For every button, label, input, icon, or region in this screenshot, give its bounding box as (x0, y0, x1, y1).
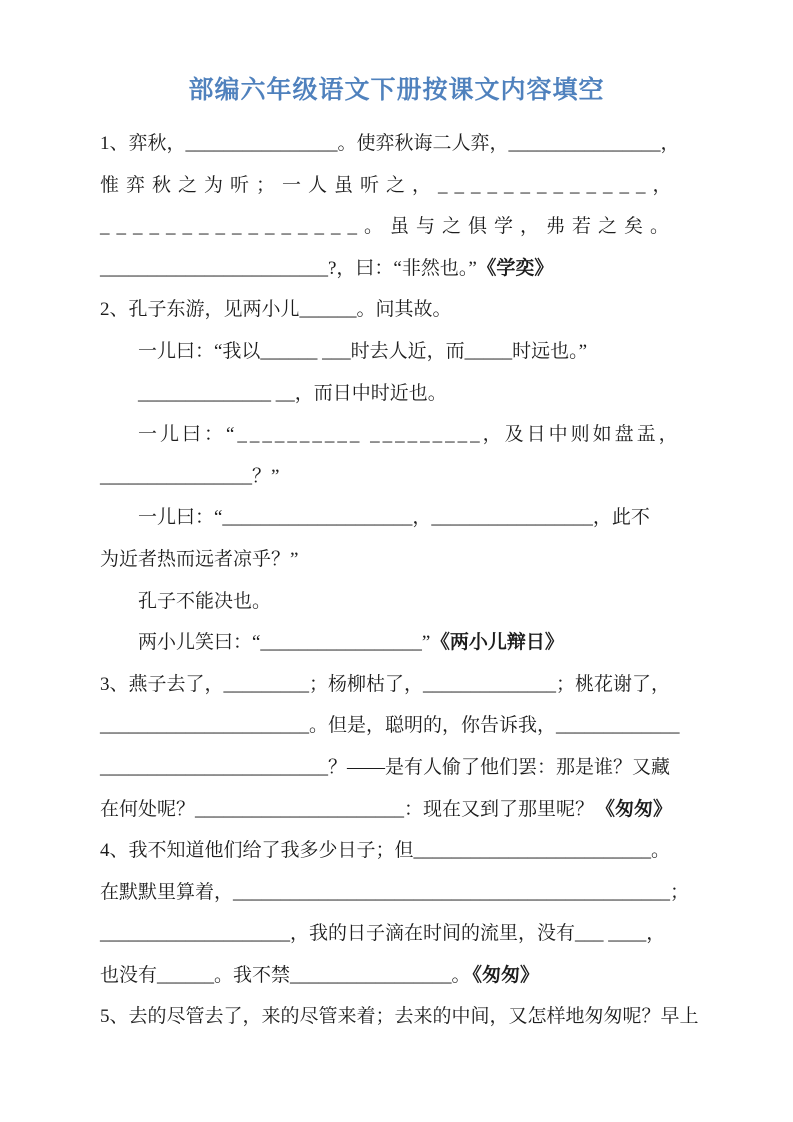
line-text: 孔子不能决也。 (138, 590, 272, 612)
line-text: 一儿曰：“我以______ ___时去人近，而_____时远也。” (138, 340, 588, 362)
text-line (100, 248, 693, 290)
text-line (100, 331, 693, 373)
text-line (100, 373, 693, 415)
line-text: ______________ __，而日中时近也。 (138, 382, 447, 404)
line-text: 惟弈秋之为听；一人虽听之，_____________， (100, 174, 679, 196)
book-title: 《学奕》 (486, 257, 554, 279)
book-title: 《匆匆》 (596, 798, 673, 820)
line-text: ______________________。但是，聪明的，你告诉我，_____________ (100, 715, 680, 737)
line-text: ________________。虽与之俱学，弗若之矣。 (100, 216, 677, 238)
page-title: 部编六年级语文下册按课文内容填空 (188, 76, 605, 104)
text-line (100, 539, 693, 581)
text-line (100, 581, 693, 623)
text-line (100, 789, 693, 831)
line-text: 1、弈秋，________________。使弈秋诲二人弈，________________， (100, 133, 680, 154)
text-line (100, 830, 693, 872)
line-text: ________________？” (100, 465, 280, 487)
text-line (100, 622, 693, 664)
text-line (100, 289, 693, 331)
book-title: 《两小儿辩日》 (440, 632, 564, 654)
line-text: 一儿曰：“____________________，_________________，此不 (138, 507, 650, 529)
line-text: 两小儿笑曰：“_________________” (138, 632, 431, 654)
text-line (100, 165, 693, 207)
text-line (100, 497, 693, 539)
line-text: ____________________，我的日子滴在时间的流里，没有___ ____， (100, 923, 666, 945)
book-title: 《匆匆》 (472, 964, 540, 986)
line-text: 为近者热而远者凉乎？” (100, 548, 299, 570)
text-line (100, 456, 693, 498)
text-line (100, 664, 693, 706)
line-text: ________________________？——是有人偷了他们罢：那是谁？又藏 (100, 756, 671, 778)
text-line (100, 872, 693, 914)
text-line (100, 913, 693, 955)
line-text: ________________________?，曰：“非然也。” (100, 257, 477, 279)
line-text: 在何处呢？______________________：现在又到了那里呢？ (100, 798, 595, 820)
line-text: 一儿曰：“__________ _________，及日中则如盘盂， (138, 424, 681, 446)
text-line (100, 747, 693, 789)
line-text: 3、燕子去了，_________；杨柳枯了，______________；桃花谢了， (100, 673, 671, 695)
text-line (100, 996, 699, 1038)
line-text: 也没有______。我不禁_________________。 (100, 964, 471, 986)
text-line (100, 206, 693, 248)
line-text: 5、去的尽管去了，来的尽管来着；去来的中间，又怎样地匆匆呢？早上 (100, 1006, 699, 1028)
line-text: 4、我不知道他们给了我多少日子；但_________________________。 (100, 840, 671, 862)
line-text: 2、孔子东游，见两小儿______。问其故。 (100, 299, 452, 321)
line-text: 在默默里算着，______________________________________________； (100, 881, 690, 903)
text-line (100, 123, 693, 165)
text-line (100, 955, 693, 997)
text-line (100, 705, 693, 747)
text-line (100, 414, 693, 456)
